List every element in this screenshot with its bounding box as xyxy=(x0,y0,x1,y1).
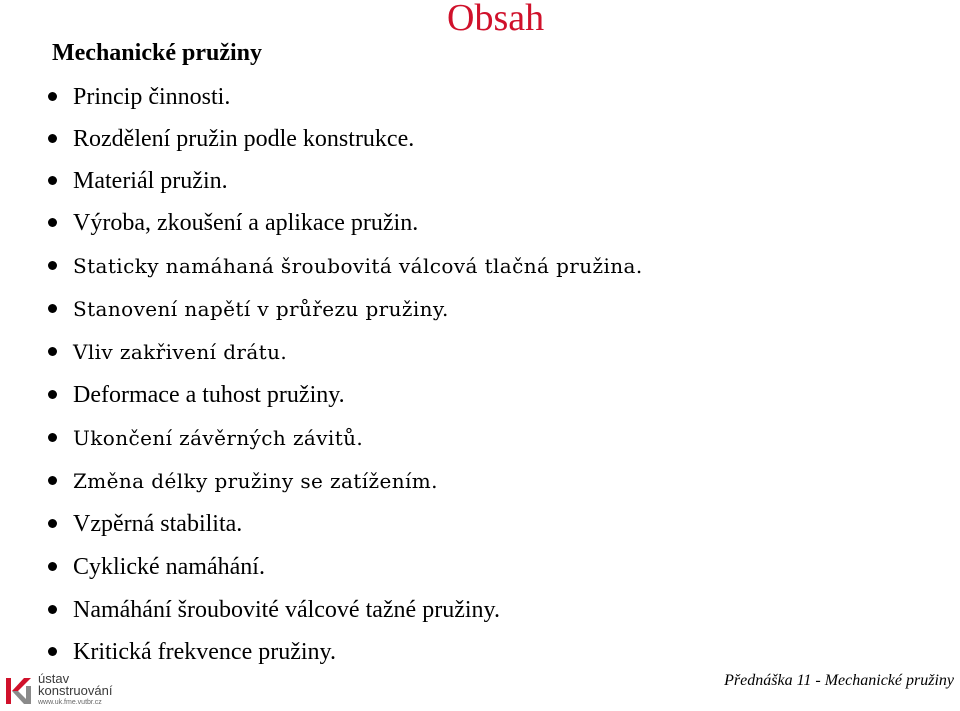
list-item xyxy=(48,507,928,541)
list-item xyxy=(48,292,928,326)
list-item-text: Staticky namáhaná šroubovitá válcová tlačná pružina. xyxy=(73,254,643,278)
list-item xyxy=(48,164,928,198)
bullet-icon xyxy=(48,176,57,185)
list-item-text: Kritická frekvence pružiny. xyxy=(73,639,336,665)
bullet-icon xyxy=(48,261,57,270)
list-item xyxy=(48,593,928,627)
list-item-text: Deformace a tuhost pružiny. xyxy=(73,382,345,408)
list-item-text: Vzpěrná stabilita. xyxy=(73,511,243,537)
bullet-icon xyxy=(48,647,57,656)
list-item xyxy=(48,378,928,412)
bullet-icon xyxy=(48,562,57,571)
list-item-text: Princip činnosti. xyxy=(73,84,231,110)
logo-url: www.uk.fme.vutbr.cz xyxy=(38,699,102,706)
institute-logo xyxy=(4,672,144,708)
list-item xyxy=(48,206,928,240)
list-item xyxy=(48,421,928,455)
list-item xyxy=(48,635,928,669)
list-item-text: Rozdělení pružin podle konstrukce. xyxy=(73,126,415,152)
list-item-text: Stanovení napětí v průřezu pružiny. xyxy=(73,297,449,321)
list-item-text: Cyklické namáhání. xyxy=(73,554,265,580)
list-item xyxy=(48,80,928,114)
list-item xyxy=(48,249,928,283)
bullet-icon xyxy=(48,304,57,313)
bullet-icon xyxy=(48,347,57,356)
bullet-icon xyxy=(48,92,57,101)
list-item xyxy=(48,464,928,498)
slide-title: Obsah xyxy=(447,0,545,39)
bullet-icon xyxy=(48,433,57,442)
list-item-text: Namáhání šroubovité válcové tažné pružiny. xyxy=(73,597,500,623)
list-item-text: Ukončení závěrných závitů. xyxy=(73,426,364,450)
list-item-text: Materiál pružin. xyxy=(73,168,228,194)
section-heading: Mechanické pružiny xyxy=(52,40,262,66)
bullet-icon xyxy=(48,605,57,614)
bullet-icon xyxy=(48,134,57,143)
logo-text-line1: ústav xyxy=(38,671,70,686)
footer-lecture-label: Přednáška 11 - Mechanické pružiny xyxy=(724,672,954,689)
list-item xyxy=(48,550,928,584)
list-item-text: Změna délky pružiny se zatížením. xyxy=(73,469,438,493)
bullet-icon xyxy=(48,519,57,528)
bullet-icon xyxy=(48,218,57,227)
uk-logo-icon xyxy=(4,672,36,706)
bullet-icon xyxy=(48,476,57,485)
list-item xyxy=(48,122,928,156)
list-item xyxy=(48,335,928,369)
list-item-text: Vliv zakřivení drátu. xyxy=(73,340,288,364)
logo-text-line2: konstruování xyxy=(38,683,113,698)
bullet-icon xyxy=(48,390,57,399)
list-item-text: Výroba, zkoušení a aplikace pružin. xyxy=(73,210,419,236)
